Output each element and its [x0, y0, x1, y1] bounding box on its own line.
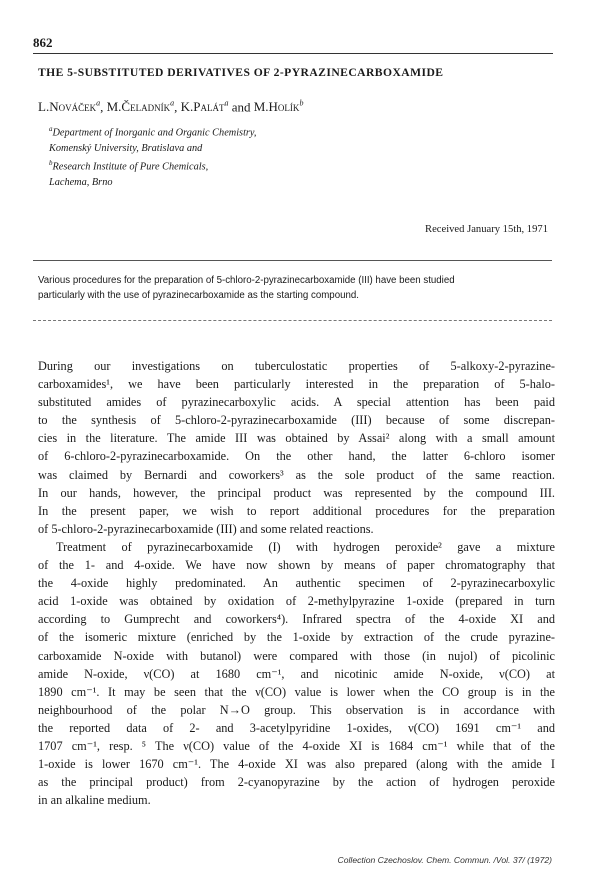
body-line: the reported data of 2- and 3-acetylpyridine 1-oxides, ν(CO) 1691 cm⁻¹ and	[38, 720, 555, 735]
body-line: acid 1-oxide was obtained by oxidation of 2-methylpyrazine 1-oxide (prepared in turn	[38, 594, 555, 609]
page-number: 862	[33, 35, 53, 50]
body-line: according to Gumprecht and coworkers⁴). Infrared spectra of the 4-oxide XI and	[38, 612, 555, 627]
abstract-line: particularly with the use of pyrazinecarboxamide as the starting compound.	[38, 289, 359, 301]
body-line: In our hands, however, the principal product was represented by the compound III.	[38, 485, 555, 500]
body-line: 1890 cm⁻¹. It may be seen that the ν(CO) value is lower when the CO group is in the	[38, 684, 555, 699]
affiliation-a-line1: $^a$Department of Inorganic and Organic Chemistry,	[49, 125, 257, 139]
abstract-line: Various procedures for the preparation of 5-chloro-2-pyrazinecarboxamide (III) have been studied	[38, 275, 455, 286]
body-text	[38, 357, 555, 809]
article-title: THE 5-SUBSTITUTED DERIVATIVES OF 2-PYRAZINECARBOXAMIDE	[38, 66, 444, 79]
abstract-top-rule	[33, 260, 552, 261]
body-line: carboxamide N-oxide with butanol) were compared with those (in nujol) of picolinic	[38, 648, 555, 663]
body-line: 1707 cm⁻¹, resp. ⁵ The ν(CO) value of the 4-oxide XI is 1684 cm⁻¹ while that of the	[38, 738, 555, 753]
body-line: to the synthesis of 5-chloro-2-pyrazinecarboxamide (III) because of some discrepan-	[38, 413, 555, 428]
body-line: Treatment of pyrazinecarboxamide (I) with hydrogen peroxide² gave a mixture	[56, 539, 555, 554]
affiliation-b-line1: $^b$Research Institute of Pure Chemicals,	[49, 159, 209, 173]
body-line: of the isomeric mixture (enriched by the 1-oxide by extraction of the crude pyrazine-	[38, 630, 555, 645]
body-line: of 6-chloro-2-pyrazinecarboxamide. On the other hand, the latter 6-chloro isomer	[38, 449, 555, 464]
body-line: the 4-oxide highly predominated. An authentic specimen of 2-pyrazinecarboxylic	[38, 576, 555, 591]
affiliations	[49, 122, 257, 191]
body-line: cies in the literature. The amide III was obtained by Assai² along with a small amount	[38, 431, 555, 446]
body-line: 1-oxide is lower 1670 cm⁻¹. The 4-oxide XI was also prepared (along with the amide I	[38, 757, 555, 772]
body-line: amide N-oxide, ν(CO) at 1680 cm⁻¹, and nicotinic amide N-oxide, ν(CO) at	[38, 666, 555, 681]
body-line: of the 1- and 4-oxide. We have now shown by means of paper chromatography that	[38, 558, 555, 573]
author-name: M.Čeladník$^a$	[106, 99, 175, 115]
affiliation-a-line2: Komenský University, Bratislava and	[49, 142, 203, 154]
affiliation-b-line2: Lachema, Brno	[49, 177, 113, 189]
journal-footer: Collection Czechoslov. Chem. Commun. /Vol. 37/ (1972)	[337, 855, 552, 865]
body-line: in an alkaline medium.	[38, 793, 151, 808]
body-line: of 5-chloro-2-pyrazinecarboxamide (III) and some related reactions.	[38, 521, 374, 536]
author-list: L.Nováček$^a$, M.Čeladník$^a$, K.Palát$^a$ and M.Holík$^b$	[38, 99, 304, 115]
author-name: M.Holík$^b$	[253, 99, 304, 115]
author-name: K.Palát$^a$	[180, 99, 229, 115]
body-line: as the principal product) from 2-cyanopyrazine by the action of hydrogen peroxide	[38, 775, 555, 790]
abstract-bottom-rule	[33, 320, 552, 321]
body-line: carboxamides¹, we have been particularly interested in the preparation of 5-halo-	[38, 377, 555, 392]
body-line: was claimed by Bernardi and coworkers³ as the sole product of the same reaction.	[38, 467, 555, 482]
body-line: In the present paper, we wish to report additional procedures for the preparation	[38, 503, 555, 518]
received-date: Received January 15th, 1971	[425, 224, 548, 235]
abstract	[38, 274, 554, 303]
header-rule	[33, 53, 553, 54]
author-name: L.Nováček$^a$	[38, 99, 101, 115]
body-line: During our investigations on tuberculostatic properties of 5-alkoxy-2-pyrazine-	[38, 359, 555, 373]
body-line: substituted amides of pyrazinecarboxylic acids. A special attention has been paid	[38, 395, 555, 410]
body-line: neighbourhood of the polar N→O group. This observation is in accordance with	[38, 702, 555, 717]
